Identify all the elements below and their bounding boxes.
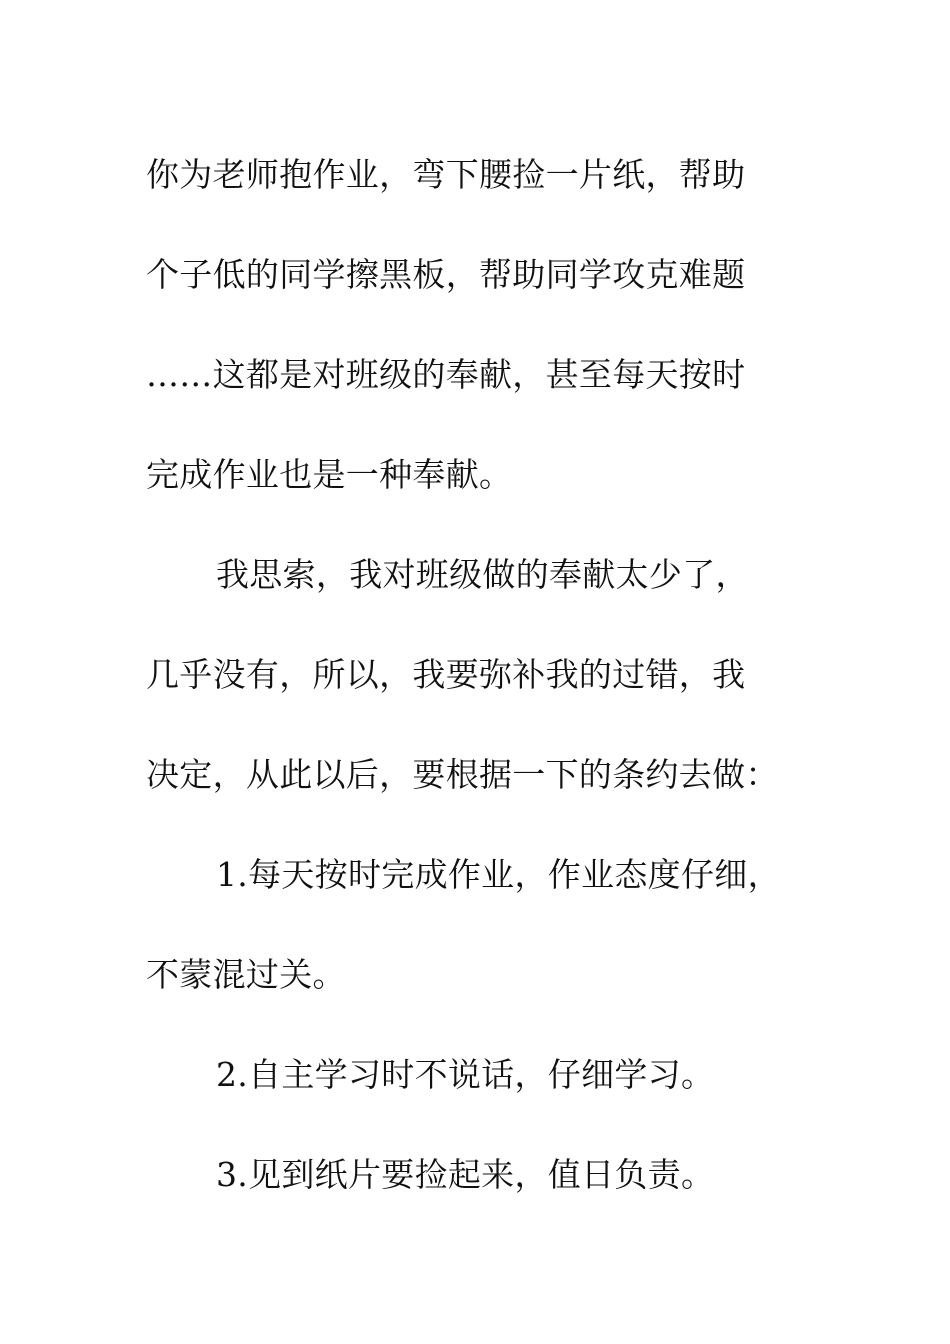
text-line: 几乎没有，所以，我要弥补我的过错，我 [146,655,746,694]
text-line: 完成作业也是一种奉献。 [146,455,513,494]
list-item-2: 2.自主学习时不说话，仔细学习。 [216,1055,715,1094]
list-item-3: 3.见到纸片要捡起来，值日负责。 [216,1155,715,1194]
text-line: 决定，从此以后，要根据一下的条约去做： [146,755,779,794]
text-line: 你为老师抱作业，弯下腰捡一片纸，帮助 [146,155,746,194]
text-line: 不蒙混过关。 [146,955,346,994]
text-line: 个子低的同学擦黑板，帮助同学攻克难题 [146,255,746,294]
body-text [146,125,806,1225]
text-line: 我思索，我对班级做的奉献太少了， [216,555,749,594]
list-item-1: 1.每天按时完成作业，作业态度仔细， [216,855,781,894]
text-line: ……这都是对班级的奉献，甚至每天按时 [146,355,746,394]
